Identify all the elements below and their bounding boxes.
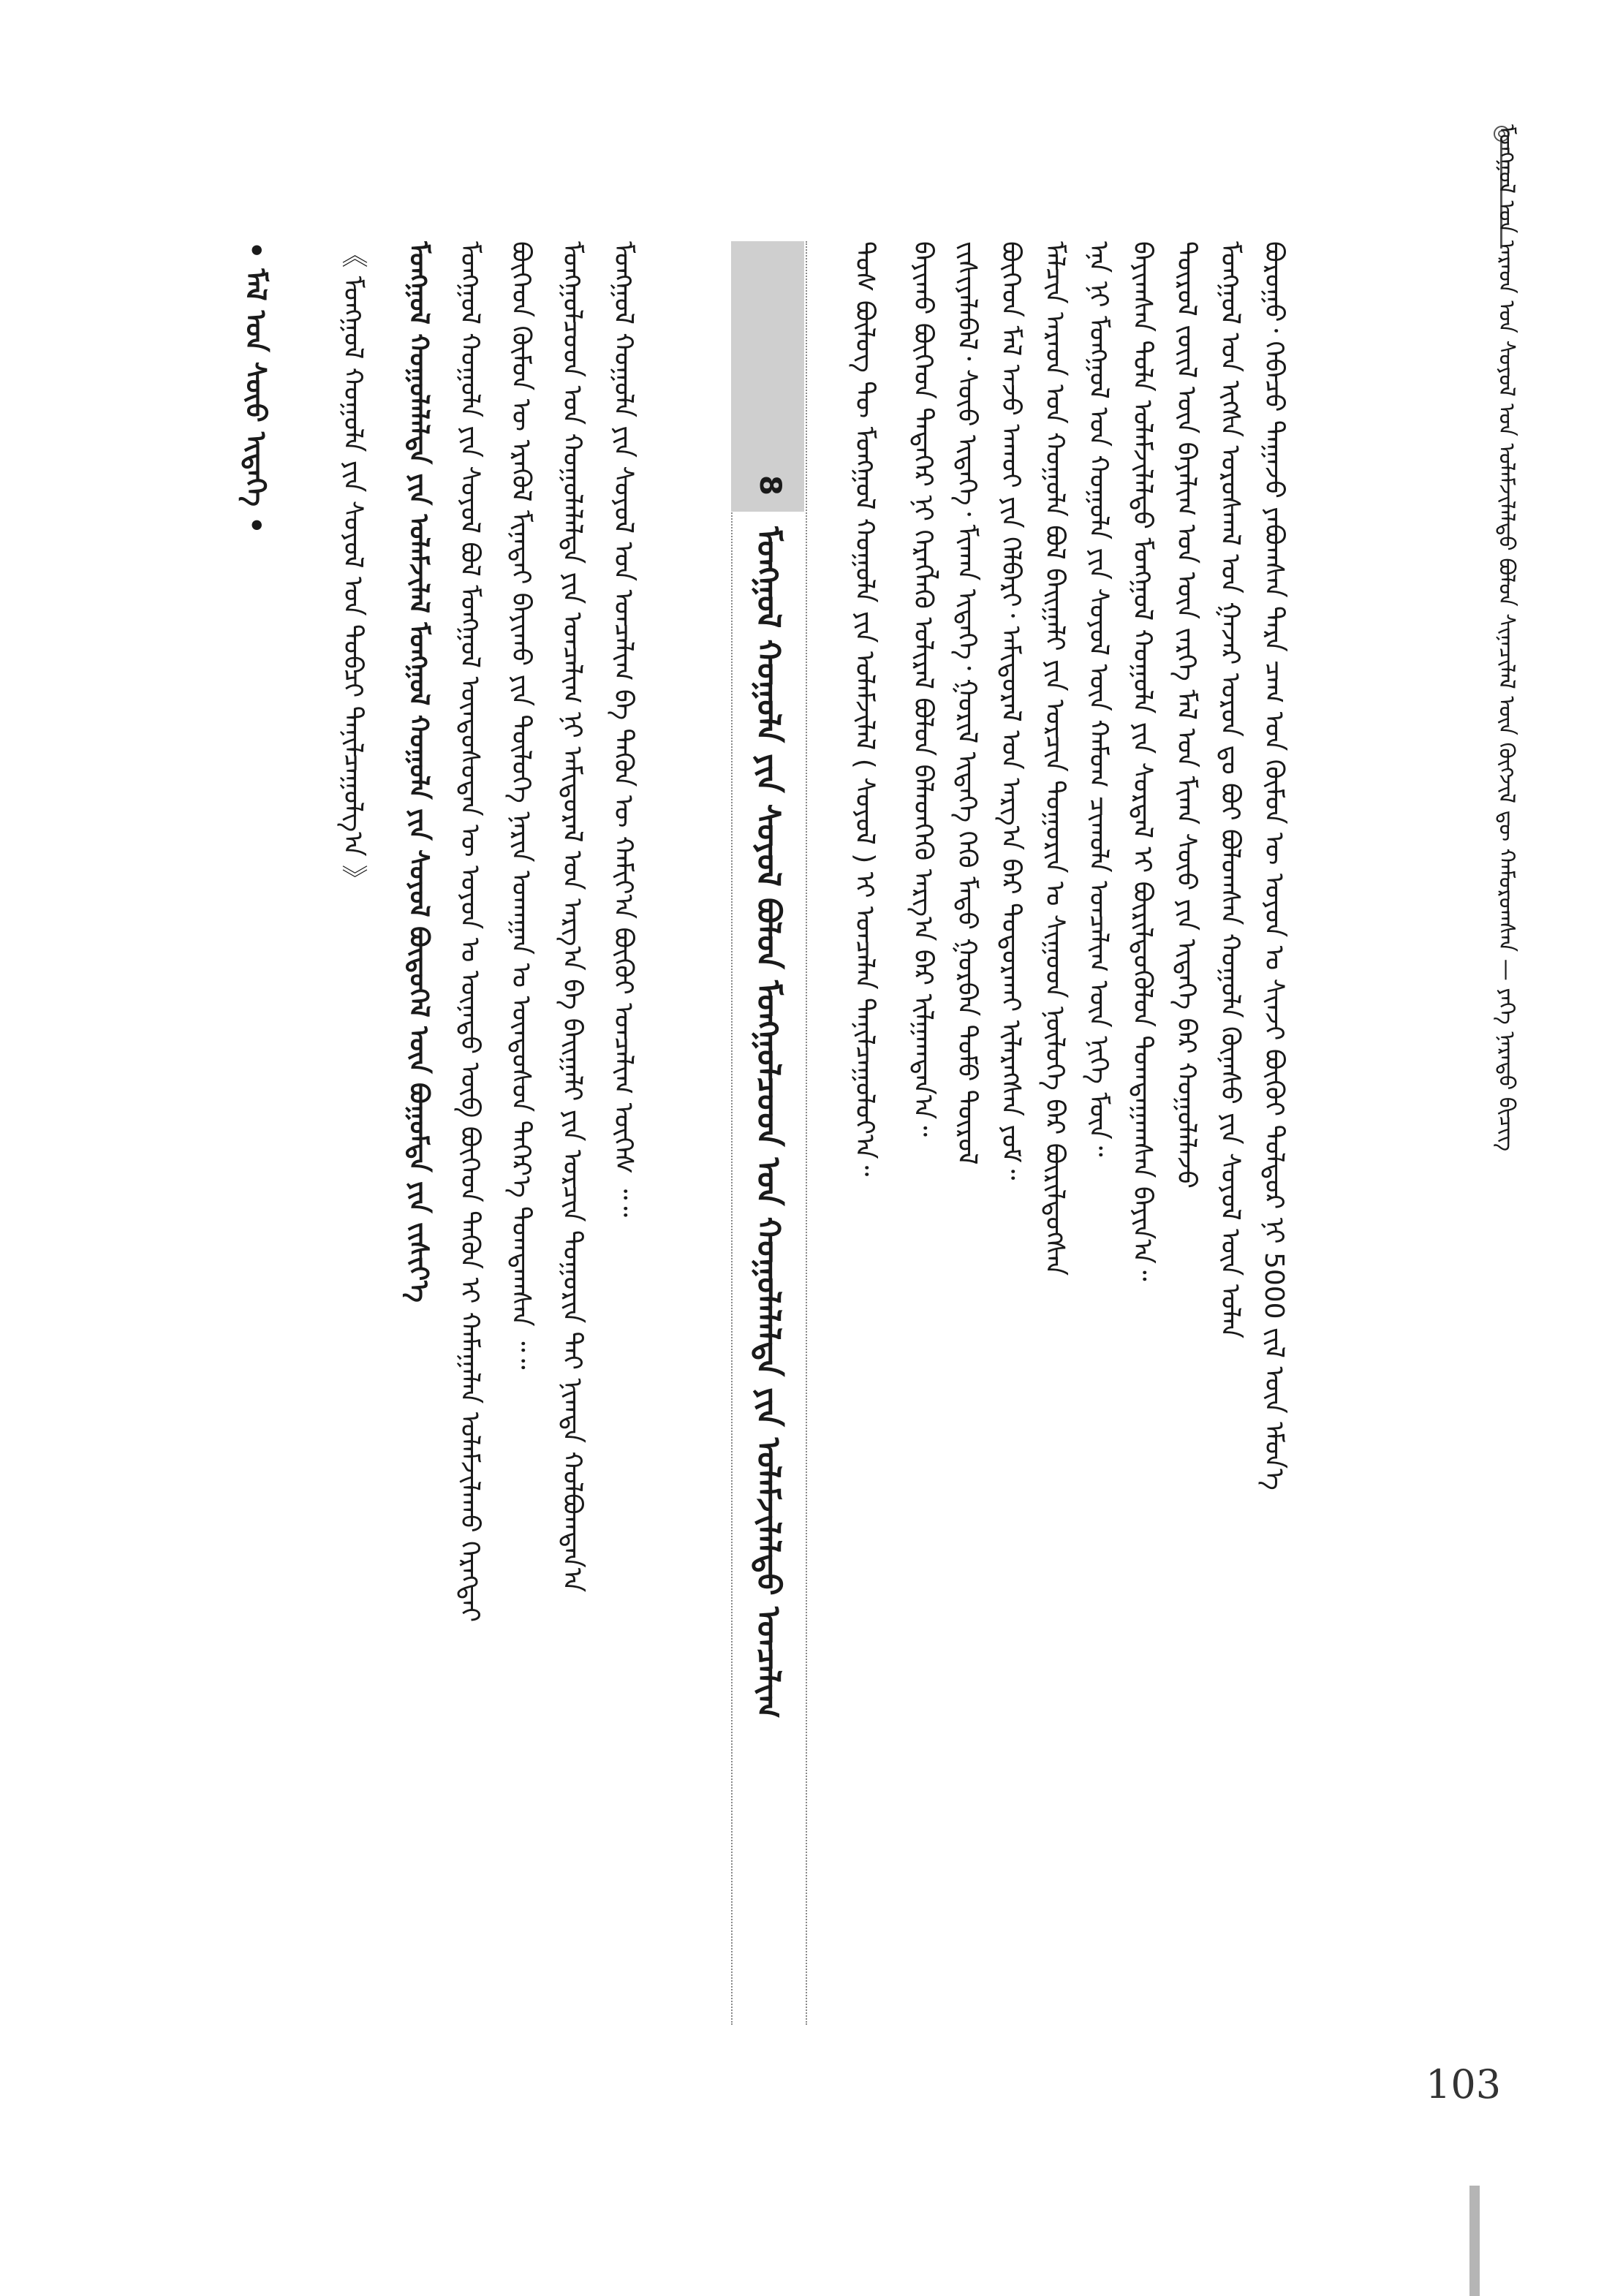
body-column: ᠮᠣᠩᠭᠣᠯᠴᠤᠳ ᠤᠨ ᠬᠣᠭᠣᠯᠠᠯᠠᠯᠲᠠ ᠶᠢᠨ ᠣᠨᠴᠠᠯᠢᠭ ᠨᠢ ᠠᠮᠢᠳᠤᠷᠠᠯ ᠤᠨ ᠠᠷᠭ᠎ᠠ ᠪᠠ ᠪᠠᠢᠭᠠᠯᠢ ᠶᠢᠨ ᠣᠷᠴᠢᠨ ᠲᠣᠭᠣᠷᠢᠨ ᠲᠠᠢ ᠨᠢᠭᠲᠠ ᠬᠣᠯᠪᠣᠭᠳᠠᠨ᠎ᠠ bbox=[557, 241, 587, 1593]
body-column: ᠮᠣᠩᠭᠣᠯ ᠬᠣᠭᠣᠯᠠᠯᠠᠯᠲᠠ ᠶᠢᠨ ᠤᠯᠠᠮᠵᠢᠯᠠᠯ ᠮᠣᠩᠭᠣᠯ ᠬᠣᠭᠣᠯᠠ ᠶᠢᠨ ᠰᠣᠶᠤᠯ ᠪᠦᠲᠦᠭᠡᠯ ᠦᠨ ᠪᠣᠭᠣᠮᠲᠠ ᠶᠢᠨ ᠵᠢᠱᠢᠶ᠎ᠡ bbox=[404, 241, 434, 1303]
page-edge-bar bbox=[1469, 2186, 1480, 2296]
body-column: ᠪᠥᠭᠡᠳ ᠬᠦᠮᠦᠨ ᠦ ᠡᠷᠡᠭᠦᠯ ᠮᠢᠨᠠᠲᠠᠢ ᠪᠠᠶᠢᠬᠤ ᠶᠢᠨ ᠲᠥᠯᠦᠭᠡ ᠨᠠᠷᠢᠨ ᠤᠬᠠᠭᠠᠨ ᠤ ᠦᠨᠳᠦᠰᠦᠨ ᠳᠡᠭᠡᠷ᠎ᠡ ᠲᠣᠭᠲᠠᠭᠰᠠᠨ ᠃᠃ bbox=[506, 241, 536, 1370]
body-column: ᠮᠣᠩᠭᠣᠯ ᠤᠨ ᠢᠭᠰᠡ ᠤᠷᠤᠰᠬᠠᠯ ᠤᠨ ᠭᠠᠵᠠᠷ ᠤᠷᠤᠨ ᠳᠤ ᠪᠣᠢ ᠪᠣᠯᠤᠭᠰᠠᠨ ᠬᠣᠭᠣᠯᠠ ᠬᠦᠨᠡᠰᠦ ᠶᠢᠨ ᠰᠣᠶᠤᠯ ᠦᠨ ᠣᠯᠠᠨ bbox=[1215, 241, 1245, 1339]
section-number: 8 bbox=[753, 475, 787, 496]
section-number-tag bbox=[731, 241, 804, 512]
body-column: ᠪᠣᠷᠣᠭᠤ᠂ ᠭᠡᠪᠡᠴᠦ ᠳᠠᠭᠠᠵᠤ ᠶᠠᠪᠤᠭᠰᠠᠨ ᠲᠡᠷᠡ ᠴᠠᠭ ᠤᠨ ᠬᠦᠮᠦᠨ ᠦ ᠣᠶᠤᠨ ᠤ ᠰᠢᠨᠵᠢ ᠪᠦᠬᠦᠢ ᠳᠤᠯᠳᠤᠷ ᠨᠢ 5000 ᠵᠢᠯ ᠦᠨ ᠡᠮᠦᠨ᠎ᠡ bbox=[1259, 241, 1289, 1490]
subsection-bullet: • ᠮᠠᠯ ᠤᠨ ᠰᠦᠦ ᠢᠳᠡᠭᠡ • bbox=[240, 241, 272, 534]
body-column: ᠡᠨᠡ ᠨᠢ ᠮᠣᠩᠭᠣᠯ ᠤᠨ ᠬᠣᠭᠣᠯᠠ ᠶᠢᠨ ᠰᠣᠶᠤᠯ ᠦᠨ ᠬᠠᠮᠤᠭ ᠴᠢᠬᠤᠯᠠ ᠣᠨᠴᠠᠯᠢᠭ ᠦᠨ ᠨᠢᠭᠡ ᠮᠥᠨ᠃ bbox=[1083, 241, 1113, 1157]
running-header: ᠮᠣᠩᠭᠣᠯ ᠤᠨ ᠠᠷᠠᠳ ᠤᠨ ᠰᠣᠶᠤᠯ ᠤᠨ ᠤᠯᠠᠮᠵᠢᠯᠠᠯᠲᠤ ᠪᠤᠯᠤᠨ ᠰᠢᠨᠡᠴᠢᠯᠡᠯ ᠦᠨ ᠬᠥᠭᠵᠢᠯ ᠳᠦ ᠬᠠᠮᠤᠷᠤᠭᠰᠠᠨ — ᠶᠡᠬᠡ ᠨᠡᠷᠡᠲᠦ ᠪᠢᠴᠢᠭ bbox=[1494, 124, 1519, 1152]
body-column: ᠮᠣᠩᠭᠣᠯ ᠬᠣᠭᠣᠯᠠ ᠶᠢᠨ ᠰᠣᠶᠤᠯ ᠪᠣᠯ ᠮᠣᠩᠭᠣᠯ ᠦᠨᠳᠦᠰᠦᠲᠡᠨ ᠦ ᠣᠶᠤᠨ ᠤ ᠦᠨᠡᠲᠦ ᠥᠪ ᠪᠥᠭᠡᠳ ᠲᠡᠭᠦᠨ ᠢ ᠬᠠᠮᠠᠭᠠᠯᠠᠨ ᠤᠯᠠᠮᠵᠢᠯᠠᠬᠤ ᠬᠡᠷᠡᠭᠲᠡᠶ bbox=[455, 241, 485, 1623]
body-column: ᠮᠠᠯᠴᠢᠨ ᠠᠷᠠᠳ ᠤᠨ ᠬᠣᠭᠣᠯᠠ ᠪᠣᠯ ᠪᠠᠢᠭᠠᠯᠢ ᠶᠢᠨ ᠣᠷᠴᠢᠨ ᠲᠣᠭᠣᠷᠢᠨ ᠤ ᠰᠢᠭᠤᠳ ᠨᠥᠯᠦᠭᠡ ᠪᠡᠷ ᠪᠦᠷᠢᠯᠳᠦᠭᠰᠡᠨ bbox=[1040, 241, 1070, 1276]
body-column: ᠵᠢᠱᠢᠶᠡᠯᠡᠪᠡᠯ᠂ ᠰᠦᠦ ᠢᠳᠡᠭᠡ᠂ ᠮᠢᠬᠠᠨ ᠢᠳᠡᠭᠡ᠂ ᠭᠤᠷᠢᠯ ᠢᠳᠡᠭᠡ ᠭᠡᠬᠦ ᠮᠡᠲᠦ ᠭᠤᠷᠪᠠᠨ ᠲᠣᠮᠣ ᠲᠥᠷᠥᠯ bbox=[952, 241, 982, 1165]
body-column: ᠮᠣᠩᠭᠣᠯ ᠬᠣᠭᠣᠯᠠ ᠶᠢᠨ ᠰᠣᠶᠤᠯ ᠤᠨ ᠣᠨᠴᠠᠯᠢᠭ ᠪᠠ ᠲᠡᠭᠦᠨ ᠦ ᠬᠠᠮᠢᠶ᠎ᠠ ᠪᠦᠬᠦᠢ ᠣᠨᠴᠠᠯᠢᠭ ᠦᠭᠡᠰ ᠃᠃ bbox=[608, 241, 638, 1218]
body-column: ᠪᠠᠶᠢᠭᠰᠠᠨ ᠲᠤᠯᠠ ᠤᠯᠠᠮᠵᠢᠯᠠᠯᠲᠤ ᠮᠣᠩᠭᠣᠯ ᠬᠣᠭᠣᠯᠠ ᠶᠢᠨ ᠰᠤᠷᠲᠠᠯ ᠢ ᠪᠦᠷᠢᠯᠳᠦᠭᠦᠯᠦᠨ ᠲᠣᠭᠲᠠᠭᠠᠭᠰᠠᠨ ᠪᠠᠶᠢᠨ᠎ᠠ᠃ bbox=[1127, 241, 1157, 1281]
section-title: ᠮᠣᠩᠭᠣᠯ ᠬᠣᠭᠣᠯᠠ ᠶᠢᠨ ᠰᠣᠶᠤᠯ ᠪᠣᠯᠤᠨ ᠮᠣᠩᠭᠣᠯᠴᠤᠳ ᠤᠨ ᠬᠣᠭᠣᠯᠠᠯᠠᠯᠲᠠ ᠶᠢᠨ ᠤᠯᠠᠮᠵᠢᠯᠠᠯᠲᠤ ᠣᠨᠴᠠᠯᠢᠭ bbox=[749, 526, 787, 1719]
body-column: ᠲᠤᠰ ᠪᠦᠯᠦᠭ ᠲᠦ ᠮᠣᠩᠭᠣᠯ ᠬᠣᠭᠣᠯᠠ ᠶᠢᠨ ᠤᠯᠠᠮᠵᠢᠯᠠᠯ ( ᠰᠣᠶᠤᠯ ) ᠢ ᠣᠨᠴᠠᠯᠠᠨ ᠲᠠᠨᠢᠯᠴᠠᠭᠤᠯᠤᠶ᠎ᠠ᠃ bbox=[850, 241, 879, 1177]
citation-column: 《 ᠮᠣᠩᠭᠣᠯ ᠬᠣᠭᠣᠯᠠ ᠶᠢᠨ ᠰᠣᠶᠤᠯ ᠤᠨ ᠲᠣᠪᠴᠢ ᠲᠠᠨᠢᠯᠴᠠᠭᠤᠯᠭ᠎ᠠ 》 bbox=[338, 241, 368, 892]
body-column: ᠪᠠᠶᠢᠬᠤ ᠪᠥᠭᠡᠳ ᠲᠡᠳᠡᠭᠡᠷ ᠨᠢ ᠬᠡᠷᠡᠭᠯᠡᠬᠦ ᠤᠯᠢᠷᠠᠯ ᠪᠣᠯᠤᠨ ᠪᠡᠯᠡᠳᠭᠡᠬᠦ ᠠᠷᠭ᠎ᠠ ᠪᠠᠷ ᠢᠯᠭᠠᠭᠳᠠᠨ᠎ᠠ᠃ bbox=[908, 241, 938, 1137]
page-number: 103 bbox=[1426, 2061, 1502, 2107]
body-column: ᠪᠥᠭᠡᠳ ᠮᠠᠯ ᠠᠵᠤ ᠠᠬᠤᠢ ᠶᠢᠨ ᠬᠡᠯᠪᠡᠷᠢ᠂ ᠠᠮᠢᠳᠤᠷᠠᠯ ᠤᠨ ᠠᠷᠭ᠎ᠠ ᠪᠠᠷ ᠲᠣᠳᠣᠷᠬᠠᠢ ᠢᠯᠡᠷᠡᠭᠰᠡᠨ ᠶᠤᠮ᠃ bbox=[996, 241, 1026, 1181]
body-column: ᠲᠥᠷᠥᠯ ᠵᠦᠢᠯ ᠦᠨ ᠪᠠᠶᠠᠯᠢᠭ ᠡᠳ ᠦᠨ ᠵᠡᠷᠭᠡ ᠮᠠᠯ ᠤᠨ ᠮᠢᠬᠠ ᠰᠦᠦ ᠶᠢᠨ ᠢᠳᠡᠭᠡ ᠪᠡᠷ ᠬᠣᠭᠣᠯᠠᠯᠠᠵᠤ bbox=[1171, 241, 1201, 1189]
